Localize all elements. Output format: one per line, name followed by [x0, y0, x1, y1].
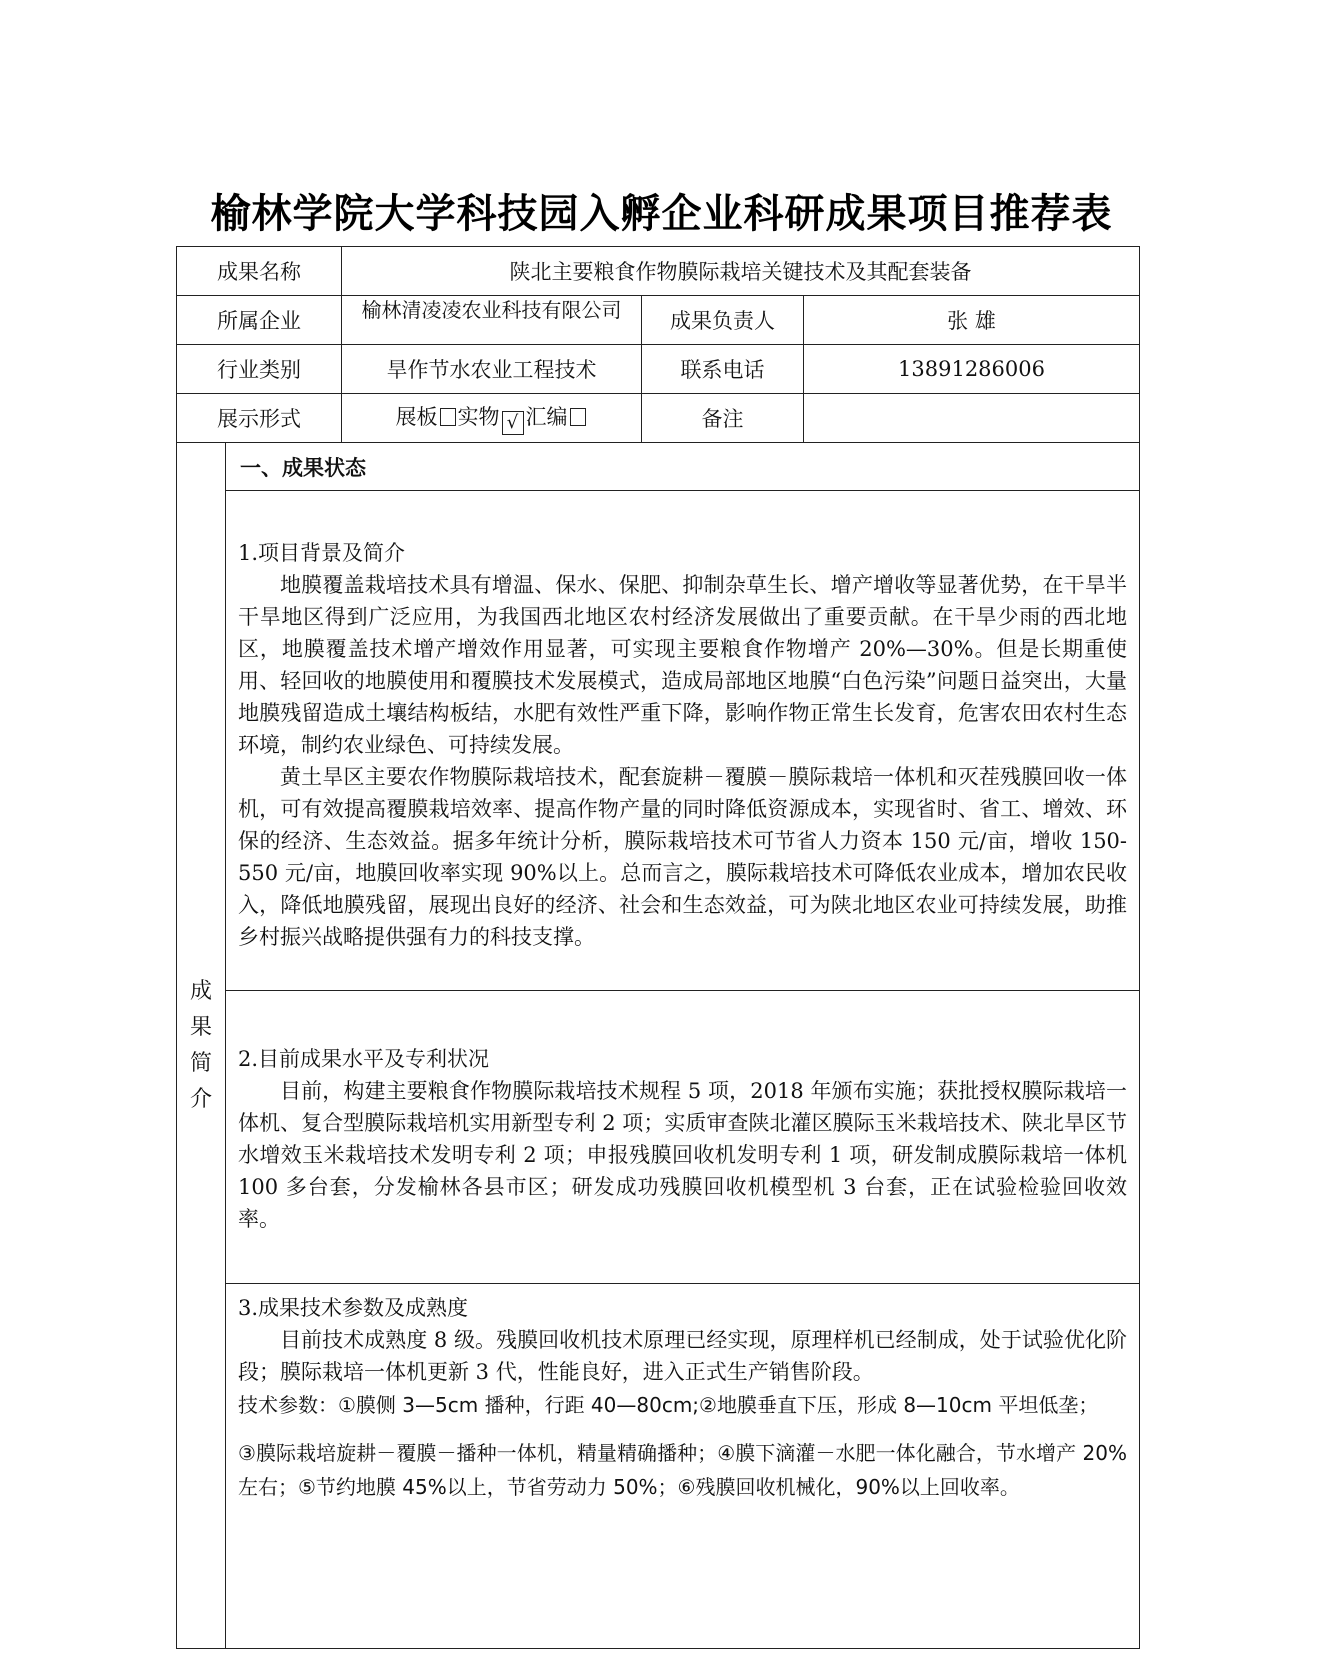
- subsection-title-patents: 2.目前成果水平及专利状况: [238, 1047, 490, 1071]
- option-object-checkbox[interactable]: √: [502, 411, 524, 435]
- option-board-label: 展板: [395, 405, 438, 429]
- label-display-form: 展示形式: [177, 394, 342, 443]
- value-phone: 13891286006: [804, 345, 1140, 394]
- label-phone: 联系电话: [642, 345, 804, 394]
- row-section-heading: [177, 443, 1140, 491]
- paragraph-parameters: ③膜际栽培旋耕－覆膜－播种一体机，精量精确播种；④膜下滴灌－水肥一体化融合，节水增产 20%左右；⑤节约地膜 45%以上，节省劳动力 50%；⑥残膜回收机械化，90%以上回收率。: [238, 1441, 1128, 1499]
- block-background: [226, 491, 1140, 991]
- label-achievement-name: 成果名称: [177, 247, 342, 296]
- side-char: 简: [189, 1050, 212, 1076]
- option-object-label: 实物: [457, 405, 500, 429]
- side-char: 成: [189, 978, 212, 1004]
- display-options: [342, 394, 642, 443]
- option-compile-label: 汇编: [525, 405, 568, 429]
- row-achievement-name: [177, 247, 1140, 296]
- company-cell: [342, 296, 642, 345]
- label-company: 所属企业: [177, 296, 342, 345]
- row-industry: [177, 345, 1140, 394]
- side-char: 果: [189, 1014, 212, 1040]
- value-remark: [804, 394, 1140, 443]
- row-display-form: [177, 394, 1140, 443]
- row-company: [177, 296, 1140, 345]
- recommendation-form: [176, 246, 1140, 1649]
- paragraph: 黄土旱区主要农作物膜际栽培技术，配套旋耕－覆膜－膜际栽培一体机和灭茬残膜回收一体机，可有效提高覆膜栽培效率、提高作物产量的同时降低资源成本，实现省时、省工、增效、环保的经济、生态效益。据多年统计分析，膜际栽培技术可节省人力资本 150 元/亩，增收 150-550 元/亩，地膜回收率实现 90%以上。总而言之，膜际栽培技术可降低农业成本，增加农民收入，降低地膜残留，展现出良好的经济、社会和生态效益，可为陕北地区农业可持续发展，助推乡村振兴战略提供强有力的科技支撑。: [238, 765, 1128, 949]
- spacer: [238, 1422, 1127, 1436]
- value-achievement-name: 陕北主要粮食作物膜际栽培关键技术及其配套装备: [342, 247, 1140, 296]
- value-leader: 张 雄: [804, 296, 1140, 345]
- document-title: 榆林学院大学科技园入孵企业科研成果项目推荐表: [210, 191, 1113, 237]
- block-parameters: [226, 1284, 1140, 1649]
- paragraph-parameters: 技术参数：①膜侧 3—5cm 播种，行距 40—80cm;②地膜垂直下压，形成 8—10cm 平坦低垄；: [238, 1393, 1099, 1417]
- section-heading: 一、成果状态: [226, 443, 1140, 491]
- option-board-checkbox[interactable]: [440, 408, 456, 426]
- paragraph: 目前，构建主要粮食作物膜际栽培技术规程 5 项，2018 年颁布实施；获批授权膜际栽培一体机、复合型膜际栽培机实用新型专利 2 项；实质审查陕北灌区膜际玉米栽培技术、陕北旱区节水增效玉米栽培技术发明专利 2 项；申报残膜回收机发明专利 1 项，研发制成膜际栽培一体机 100 多台套，分发榆林各县市区；研发成功残膜回收机模型机 3 台套，正在试验检验回收效率。: [238, 1079, 1128, 1231]
- label-industry: 行业类别: [177, 345, 342, 394]
- label-leader: 成果负责人: [642, 296, 804, 345]
- option-compile-checkbox[interactable]: [570, 408, 586, 426]
- value-industry: 旱作节水农业工程技术: [342, 345, 642, 394]
- row-background: [177, 491, 1140, 991]
- side-char: 介: [189, 1086, 212, 1112]
- block-patents: [226, 991, 1140, 1284]
- label-remark: 备注: [642, 394, 804, 443]
- side-label-achievement-summary: [177, 443, 226, 1649]
- row-patents: [177, 991, 1140, 1284]
- subsection-title-parameters: 3.成果技术参数及成熟度: [238, 1296, 469, 1320]
- value-company: 榆林清凌凌农业科技有限公司: [361, 298, 622, 322]
- subsection-title-background: 1.项目背景及简介: [238, 541, 406, 565]
- row-parameters: [177, 1284, 1140, 1649]
- paragraph: 地膜覆盖栽培技术具有增温、保水、保肥、抑制杂草生长、增产增收等显著优势，在干旱半干旱地区得到广泛应用，为我国西北地区农村经济发展做出了重要贡献。在干旱少雨的西北地区，地膜覆盖技术增产增效作用显著，可实现主要粮食作物增产 20%—30%。但是长期重使用、轻回收的地膜使用和覆膜技术发展模式，造成局部地区地膜“白色污染”问题日益突出，大量地膜残留造成土壤结构板结，水肥有效性严重下降，影响作物正常生长发育，危害农田农村生态环境，制约农业绿色、可持续发展。: [238, 573, 1128, 757]
- paragraph: 目前技术成熟度 8 级。残膜回收机技术原理已经实现，原理样机已经制成，处于试验优化阶段；膜际栽培一体机更新 3 代，性能良好，进入正式生产销售阶段。: [238, 1328, 1128, 1384]
